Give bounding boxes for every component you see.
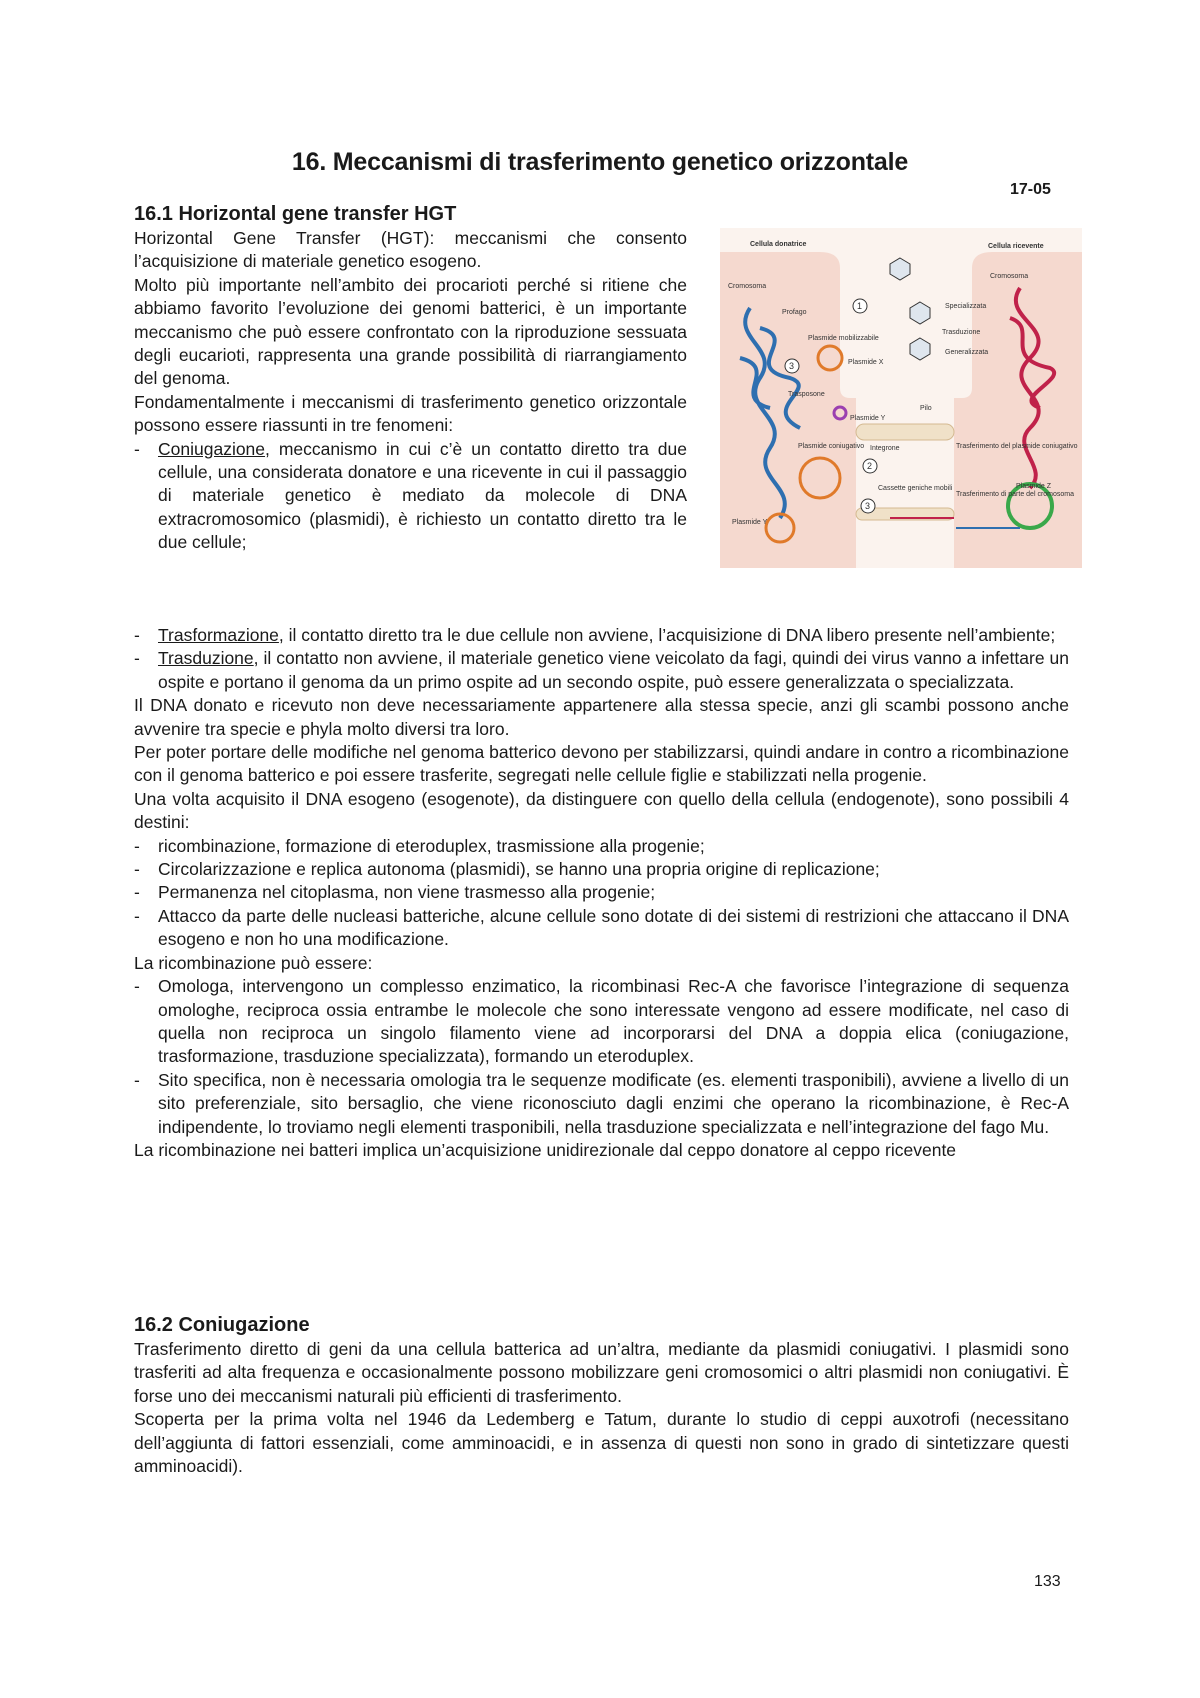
step-1: 1 bbox=[857, 301, 863, 311]
section-1-title: 16.1 Horizontal gene transfer HGT bbox=[134, 203, 457, 225]
list-item-text: , il contatto non avviene, il materiale genetico viene veicolato da fagi, quindi dei virus vanno a infettare un ospite e portano il genoma da un primo ospite ad un secondo ospite, può essere generalizzata o specializzata. bbox=[158, 648, 1069, 692]
paragraph-coniugazione-2: Scoperta per la prima volta nel 1946 da Ledemberg e Tatum, durante lo studio di ceppi auxotrofi (necessitano dell’aggiunta di fattori essenziali, come amminoacidi, e in assenza di questi non sono in grado di sintetizzare questi amminoacidi). bbox=[134, 1409, 1069, 1477]
list-item: - Attacco da parte delle nucleasi batteriche, alcune cellule sono dotate di dei sistemi di restrizioni che attaccano il DNA esogeno e non ho una modificazione. bbox=[134, 905, 1069, 952]
destini-list bbox=[134, 835, 1069, 952]
pilus-shape bbox=[856, 424, 954, 440]
intro-paragraph-3: Fondamentalmente i meccanismi di trasferimento genetico orizzontale possono essere riassunti in tre fenomeni: bbox=[134, 391, 687, 436]
label-pilus: Pilo bbox=[920, 405, 932, 412]
paragraph-modifiche: Per poter portare delle modifiche nel genoma batterico devono per stabilizzarsi, quindi andare in contro a ricombinazione con il genoma batterico e poi essere trasferite, segregati nelle cellule figlie e stabilizzati nella progenie. bbox=[134, 742, 1069, 786]
list-item-coniugazione bbox=[134, 438, 687, 555]
section-2-text bbox=[134, 1338, 1069, 1478]
label-integron: Integrone bbox=[870, 445, 900, 452]
label-prophage: Profago bbox=[782, 309, 807, 316]
label-mob-plasmid: Plasmide mobilizzabile bbox=[808, 335, 879, 342]
section-1-narrow-text bbox=[134, 227, 687, 555]
label-conj-plasmid: Plasmide coniugativo bbox=[798, 443, 865, 450]
label-donor-cell: Cellula donatrice bbox=[750, 241, 807, 248]
term-trasformazione: Trasformazione bbox=[158, 625, 279, 645]
step-3b: 3 bbox=[789, 361, 795, 371]
label-plasmid-y2: Plasmide Y bbox=[732, 519, 768, 526]
label-transfer-chrom: Trasferimento di parte del cromosoma bbox=[956, 491, 1075, 498]
hgt-mechanisms-list bbox=[134, 438, 687, 555]
label-chromosome-left: Cromosoma bbox=[728, 283, 767, 290]
hgt-diagram bbox=[720, 228, 1082, 568]
step-3: 3 bbox=[865, 501, 871, 511]
label-specialized: Specializzata bbox=[945, 303, 987, 310]
list-item: - ricombinazione, formazione di eteroduplex, trasmissione alla progenie; bbox=[134, 835, 1069, 858]
hgt-figure bbox=[720, 228, 1082, 568]
lecture-date: 17-05 bbox=[1010, 181, 1051, 198]
list-item: - Permanenza nel citoplasma, non viene trasmesso alla progenie; bbox=[134, 881, 1069, 904]
paragraph-destini: Una volta acquisito il DNA esogeno (esogenote), da distinguere con quello della cellula (endogenote), sono possibili 4 destini: bbox=[134, 788, 1069, 833]
paragraph-ricombinazione: La ricombinazione può essere: bbox=[134, 952, 373, 973]
chapter-title: 16. Meccanismi di trasferimento genetico orizzontale bbox=[291, 148, 909, 176]
intro-paragraph-1: Horizontal Gene Transfer (HGT): meccanismi che consento l’acquisizione di materiale genetico esogeno. bbox=[134, 228, 687, 272]
label-plasmid-x: Plasmide X bbox=[848, 359, 884, 366]
label-chromosome-right: Cromosoma bbox=[990, 273, 1029, 280]
label-recipient-cell: Cellula ricevente bbox=[988, 243, 1044, 250]
list-item-trasduzione bbox=[134, 647, 1069, 694]
paragraph-dna: Il DNA donato e ricevuto non deve necessariamente appartenere alla stessa specie, anzi gli scambi possono anche avvenire tra specie e phyla molto diversi tra loro. bbox=[134, 695, 1069, 739]
label-transfer-conj: Trasferimento del plasmide coniugativo bbox=[956, 443, 1078, 450]
list-item-text: , meccanismo in cui c’è un contatto diretto tra due cellule, una considerata donatore e una ricevente in cui il passaggio di materiale genetico è mediato da molecole di DNA extracromosomico (plasmidi), è richiesto un contatto diretto tra le due cellule; bbox=[158, 438, 687, 553]
hgt-mechanisms-list-cont bbox=[134, 624, 1069, 694]
page-number: 133 bbox=[1034, 1573, 1061, 1590]
step-2: 2 bbox=[867, 461, 873, 471]
section-2-title: 16.2 Coniugazione bbox=[134, 1314, 310, 1336]
list-item: - Sito specifica, non è necessaria omologia tra le sequenze modificate (es. elementi trasponibili), avviene a livello di un sito preferenziale, sito bersaglio, che viene riconosciuto dagli enzimi che operano la ricombinazione, è Rec-A indipendente, lo troviamo negli elementi trasponibili, nella trasduzione specializzata e nell’integrazione del fago Mu. bbox=[134, 1069, 1069, 1139]
label-transposon: Trasposone bbox=[788, 391, 825, 398]
paragraph-unidirezionale: La ricombinazione nei batteri implica un’acquisizione unidirezionale dal ceppo donatore al ceppo ricevente bbox=[134, 1139, 957, 1160]
list-item-text: , il contatto diretto tra le due cellule non avviene, l’acquisizione di DNA libero presente nell’ambiente; bbox=[278, 625, 1056, 645]
list-item-trasformazione bbox=[134, 624, 1069, 647]
recipient-cell-shape bbox=[954, 252, 1082, 568]
list-item: - Omologa, intervengono un complesso enzimatico, la ricombinasi Rec-A che favorisce l’integrazione di sequenza omologhe, reciproca ossia entrambe le molecole che sono interessate vengono ad essere modificate, nel caso di quella non reciproca un singolo filamento viene ad incorporarsi del DNA a doppia elica (coniugazione, trasformazione, trasduzione specializzata), formando un eteroduplex. bbox=[134, 975, 1069, 1069]
label-gene-cassette: Cassette geniche mobili bbox=[878, 485, 953, 492]
list-item: - Circolarizzazione e replica autonoma (plasmidi), se hanno una propria origine di replicazione; bbox=[134, 858, 1069, 881]
section-1-full-text bbox=[134, 624, 1069, 1162]
label-plasmid-y: Plasmide Y bbox=[850, 415, 886, 422]
ricombinazione-list bbox=[134, 975, 1069, 1139]
paragraph-coniugazione-1: Trasferimento diretto di geni da una cellula batterica ad un’altra, mediante da plasmidi coniugativi. I plasmidi sono trasferiti ad alta frequenza e occasionalmente possono mobilizzare geni cromosomici o altri plasmidi non coniugativi. È forse uno dei meccanismi naturali più efficienti di trasferimento. bbox=[134, 1339, 1069, 1406]
label-transduction: Trasduzione bbox=[942, 329, 981, 336]
term-coniugazione: Coniugazione bbox=[158, 438, 266, 459]
label-generalized: Generalizzata bbox=[945, 349, 989, 356]
label-plasmid-z: Plasmide Z bbox=[1016, 483, 1052, 490]
term-trasduzione: Trasduzione bbox=[158, 648, 254, 669]
intro-paragraph-2: Molto più importante nell’ambito dei procarioti perché si ritiene che abbiamo favorito l’evoluzione dei genomi batterici, è un importante meccanismo che può essere confrontato con la riproduzione sessuata degli eucarioti, rappresenta una grande possibilità di riarrangiamento del genoma. bbox=[134, 274, 687, 389]
